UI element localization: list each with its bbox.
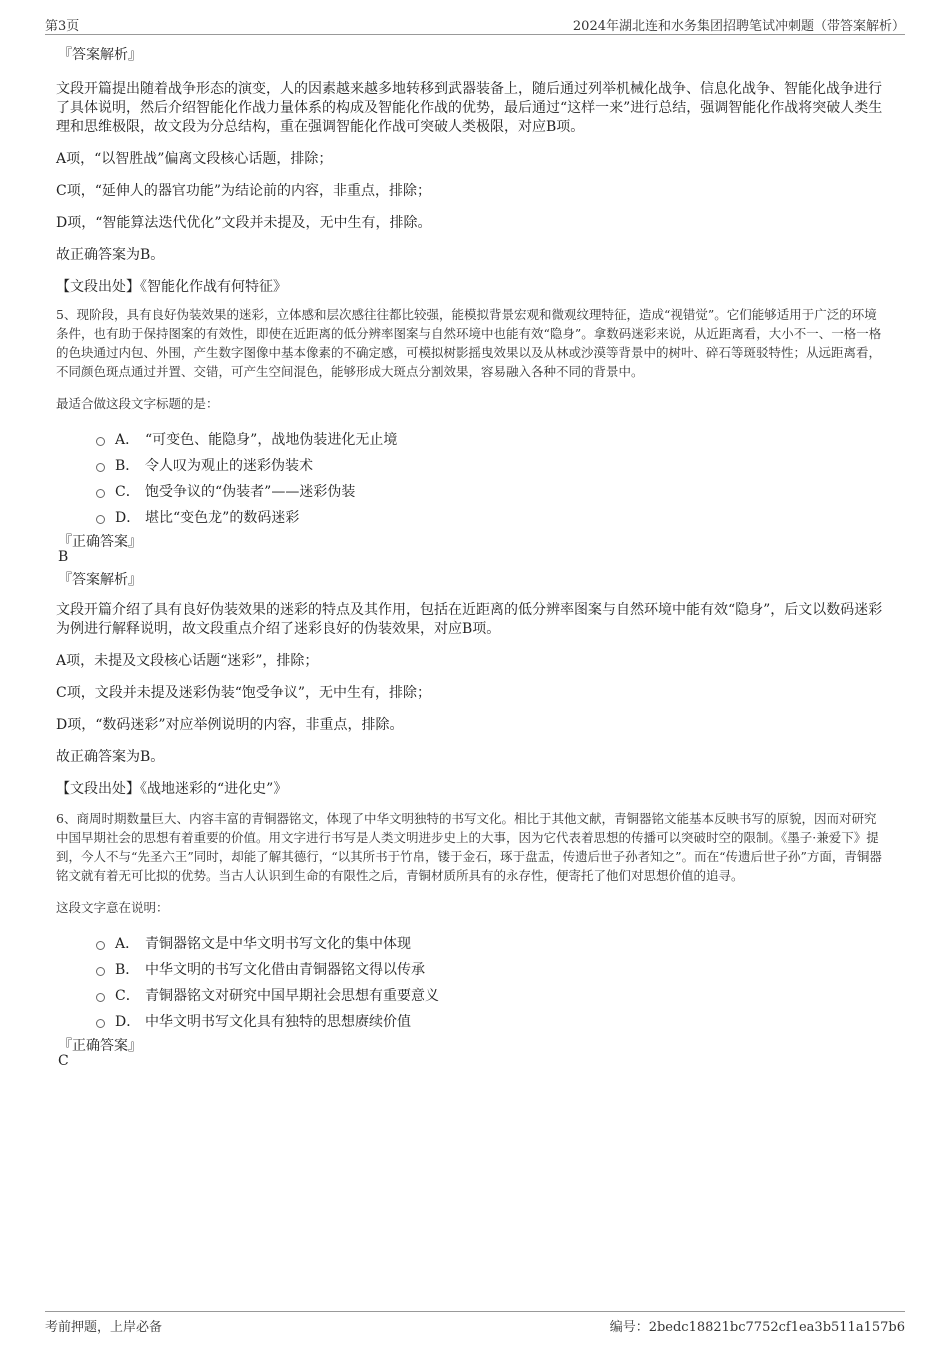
radio-icon[interactable] <box>96 515 105 524</box>
answer-conclusion: 故正确答案为B。 <box>56 749 165 765</box>
question-5-prompt: 最适合做这段文字标题的是： <box>56 396 219 411</box>
page-footer <box>45 1311 905 1335</box>
radio-icon[interactable] <box>96 993 105 1002</box>
option-a[interactable]: A． “可变色、能隐身”，战地伪装进化无止境 <box>96 427 888 453</box>
question-6-options <box>96 931 888 1035</box>
radio-icon[interactable] <box>96 489 105 498</box>
option-c[interactable]: C． 青铜器铭文对研究中国早期社会思想有重要意义 <box>96 983 888 1009</box>
page-number: 第3页 <box>45 19 80 34</box>
option-d-analysis: D项，“智能算法迭代优化”文段并未提及，无中生有，排除。 <box>56 215 432 231</box>
option-c[interactable]: C． 饱受争议的“伪装者”——迷彩伪装 <box>96 479 888 505</box>
question-6-prompt: 这段文字意在说明： <box>56 900 169 915</box>
correct-answer: C <box>58 1053 69 1069</box>
answer-conclusion: 故正确答案为B。 <box>56 247 165 263</box>
option-d[interactable]: D． 堪比“变色龙”的数码迷彩 <box>96 505 888 531</box>
correct-answer: B <box>58 549 69 565</box>
question-5-text: 5、现阶段，具有良好伪装效果的迷彩，立体感和层次感往往都比较强，能模拟背景宏观和微观纹理特征，造成“视错觉”。它们能够适用于广泛的环境条件，也有助于保持图案的有效性，即使在近距离的低分辨率图案与自然环境中也能有效“隐身”。拿数码迷彩来说，从近距离看，大小不一、一格一格的色块通过内包、外围，产生数字图像中基本像素的不确定感，可模拟树影摇曳效果以及从林或沙漠等背景中的树叶、碎石等斑驳特性；从远距离看，不同颜色斑点通过并置、交错，可产生空间混色，能够形成大斑点分割效果，容易融入各种不同的背景中。 <box>56 307 882 379</box>
page-header <box>45 14 905 35</box>
source-citation: 【文段出处】《战地迷彩的“进化史”》 <box>56 781 288 797</box>
option-b[interactable]: B． 令人叹为观止的迷彩伪装术 <box>96 453 888 479</box>
page-content <box>56 44 888 1073</box>
radio-icon[interactable] <box>96 463 105 472</box>
option-a-analysis: A项，未提及文段核心话题“迷彩”，排除； <box>56 653 319 669</box>
footer-slogan: 考前押题，上岸必备 <box>45 1320 163 1335</box>
radio-icon[interactable] <box>96 941 105 950</box>
option-a-analysis: A项，“以智胜战”偏离文段核心话题，排除； <box>56 151 333 167</box>
correct-answer-label: 『正确答案』 <box>58 1038 142 1054</box>
option-a[interactable]: A． 青铜器铭文是中华文明书写文化的集中体现 <box>96 931 888 957</box>
source-citation: 【文段出处】《智能化作战有何特征》 <box>56 279 287 295</box>
document-title: 2024年湖北连和水务集团招聘笔试冲刺题（带答案解析） <box>572 19 905 34</box>
radio-icon[interactable] <box>96 1019 105 1028</box>
question-6-text: 6、商周时期数量巨大、内容丰富的青铜器铭文，体现了中华文明独特的书写文化。相比于其他文献，青铜器铭文能基本反映书写的原貌，因而对研究中国早期社会的思想有着重要的价值。用文字进行书写是人类文明进步史上的大事，因为它代表着思想的传播可以突破时空的限制。《墨子·兼爱下》提到，今人不与“先圣六王”同时，却能了解其德行，“以其所书于竹帛，镂于金石，琢于盘盂，传遗后世子孙者知之”。而在“传遗后世子孙”方面，青铜器铭文就有着无可比拟的优势。当古人认识到生命的有限性之后，青铜材质所具有的永存性，便寄托了他们对思想价值的追寻。 <box>56 811 882 883</box>
correct-answer-label: 『正确答案』 <box>58 534 142 550</box>
analysis-label: 『答案解析』 <box>58 47 142 63</box>
radio-icon[interactable] <box>96 967 105 976</box>
analysis-label: 『答案解析』 <box>58 572 142 588</box>
analysis-text: 文段开篇提出随着战争形态的演变，人的因素越来越多地转移到武器装备上，随后通过列举机械化战争、信息化战争、智能化战争进行了具体说明，然后介绍智能化作战力量体系的构成及智能化作战的优势，最后通过“这样一来”进行总结，强调智能化作战将突破人类生理和思维极限，故文段为分总结构，重在强调智能化作战可突破人类极限，对应B项。 <box>56 81 883 135</box>
question-5-options <box>96 427 888 531</box>
option-c-analysis: C项，“延伸人的器官功能”为结论前的内容，非重点，排除； <box>56 183 432 199</box>
radio-icon[interactable] <box>96 437 105 446</box>
option-c-analysis: C项，文段并未提及迷彩伪装“饱受争议”，无中生有，排除； <box>56 685 432 701</box>
option-d-analysis: D项，“数码迷彩”对应举例说明的内容，非重点，排除。 <box>56 717 404 733</box>
option-b[interactable]: B． 中华文明的书写文化借由青铜器铭文得以传承 <box>96 957 888 983</box>
option-d[interactable]: D． 中华文明书写文化具有独特的思想赓续价值 <box>96 1009 888 1035</box>
analysis-text: 文段开篇介绍了具有良好伪装效果的迷彩的特点及其作用，包括在近距离的低分辨率图案与自然环境中能有效“隐身”，后文以数码迷彩为例进行解释说明，故文段重点介绍了迷彩良好的伪装效果，对应B项。 <box>56 602 883 637</box>
document-code: 编号：2bedc18821bc7752cf1ea3b511a157b6 <box>609 1320 905 1335</box>
